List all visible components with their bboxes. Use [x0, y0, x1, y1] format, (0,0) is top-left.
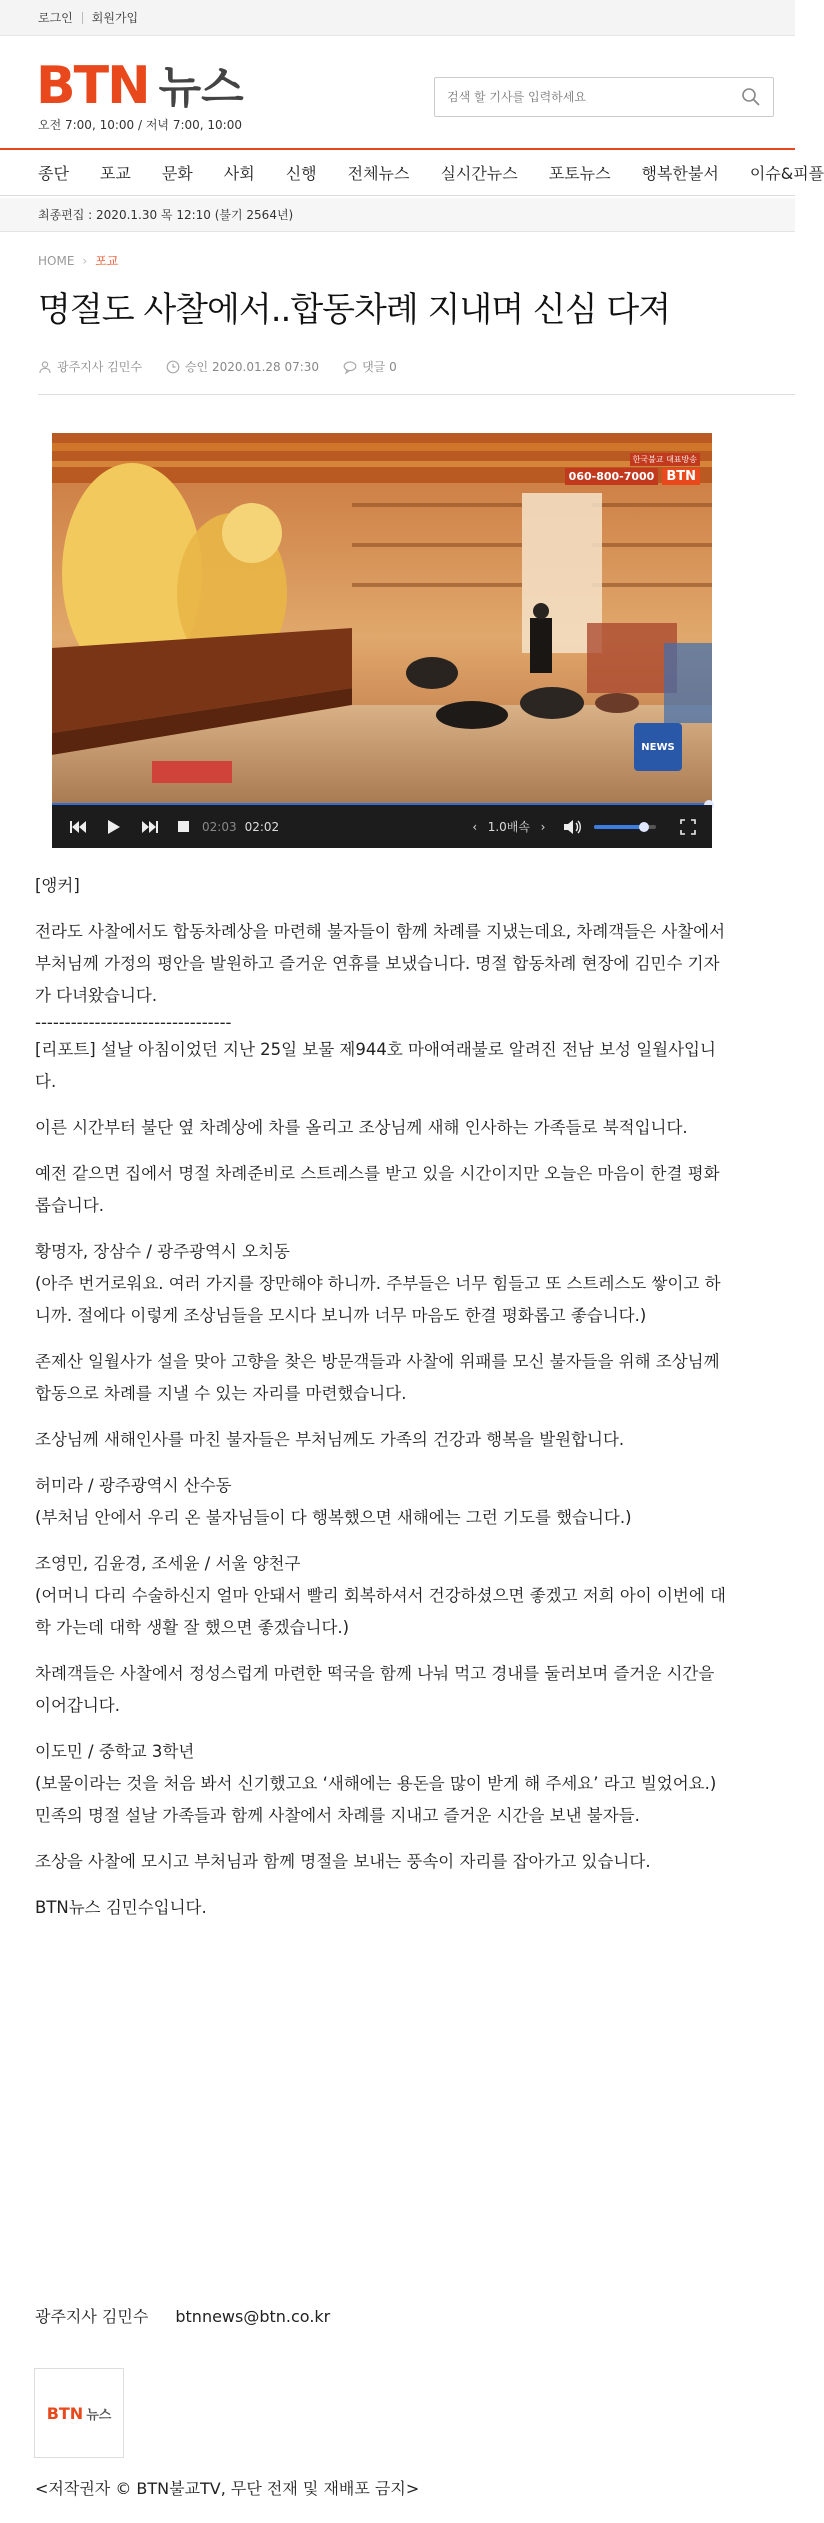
- comment-count: 댓글 0: [362, 360, 397, 374]
- site-header: [0, 36, 795, 148]
- chevron-right-icon: ›: [82, 253, 88, 268]
- byline: [35, 2304, 330, 2327]
- interview-block: [35, 1236, 735, 1332]
- playback-speed[interactable]: 1.0배속: [487, 820, 530, 834]
- interviewee: 황명자, 장삼수 / 광주광역시 오치동: [35, 1242, 290, 1261]
- site-logo[interactable]: [36, 56, 244, 116]
- nav-item-munhwa[interactable]: 문화: [161, 164, 193, 183]
- nav-item-realtime-news[interactable]: 실시간뉴스: [440, 164, 518, 183]
- interview-block: [35, 1736, 735, 1800]
- video-player[interactable]: [52, 433, 712, 848]
- interviewee: 조영민, 김윤경, 조세윤 / 서울 양천구: [35, 1554, 301, 1573]
- body-paragraph: 민족의 명절 설날 가족들과 함께 사찰에서 차례를 지내고 즐거운 시간을 보낸 불자들.: [35, 1806, 640, 1825]
- interview-block: [35, 1548, 735, 1644]
- nav-item-all-news[interactable]: 전체뉴스: [347, 164, 410, 183]
- current-time: 02:03: [202, 819, 237, 834]
- body-paragraph: 차례객들은 사찰에서 정성스럽게 마련한 떡국을 함께 나눠 먹고 경내를 둘러보며 즐거운 시간을 이어갑니다.: [35, 1664, 715, 1715]
- search-icon[interactable]: [741, 87, 761, 107]
- channel-badge-caption: 한국불교 대표방송: [630, 453, 700, 466]
- last-updated: 최종편집 : 2020.1.30 목 12:10 (불기 2564년): [0, 198, 795, 232]
- nav-item-pogyo[interactable]: 포교: [99, 164, 131, 183]
- copyright-notice: <저작권자 © BTN불교TV, 무단 전재 및 재배포 금지>: [35, 2479, 420, 2498]
- author-meta: [38, 358, 142, 375]
- body-paragraph: 존제산 일월사가 설을 맞아 고향을 찾은 방문객들과 사찰에 위패를 모신 불자들을 위해 조상님께 합동으로 차례를 지낼 수 있는 자리를 마련했습니다.: [35, 1352, 720, 1403]
- play-icon[interactable]: [96, 805, 132, 848]
- signup-link[interactable]: 회원가입: [91, 11, 139, 25]
- fullscreen-icon[interactable]: [670, 805, 706, 848]
- broadcast-schedule: 오전 7:00, 10:00 / 저녁 7:00, 10:00: [38, 118, 242, 132]
- date-meta: [166, 358, 319, 375]
- footer-logo-btn: BTN: [46, 2403, 84, 2423]
- nav-item-issue-people[interactable]: 이슈&피플: [749, 164, 824, 183]
- nav-item-sinhaeng[interactable]: 신행: [285, 164, 317, 183]
- comments-meta[interactable]: [343, 358, 397, 375]
- breadcrumb: [38, 252, 118, 269]
- footer-logo: [34, 2368, 124, 2458]
- body-paragraph: [리포트] 설날 아침이었던 지난 25일 보물 제944호 마애여래불로 알려진 전남 보성 일월사입니다.: [35, 1040, 716, 1091]
- interviewee: 이도민 / 중학교 3학년: [35, 1742, 195, 1761]
- main-nav: [0, 148, 824, 196]
- interview-quote: (보물이라는 것을 처음 봐서 신기했고요 ‘새해에는 용돈을 많이 받게 해 주세요’ 라고 빌었어요.): [35, 1774, 717, 1793]
- logo-news-text: 뉴스: [158, 62, 244, 113]
- byline-name: 광주지사 김민수: [35, 2307, 149, 2326]
- article-meta: [38, 358, 421, 375]
- video-controls: [52, 805, 712, 848]
- article-title: 명절도 사찰에서..합동차례 지내며 신심 다져: [38, 290, 671, 330]
- user-icon: [38, 360, 52, 374]
- nav-item-sahoe[interactable]: 사회: [223, 164, 255, 183]
- interview-quote: (어머니 다리 수술하신지 얼마 안돼서 빨리 회복하셔서 건강하셨으면 좋겠고 저희 아이 이번에 대학 가는데 대학 생활 잘 했으면 좋겠습니다.): [35, 1586, 726, 1637]
- byline-email[interactable]: btnnews@btn.co.kr: [175, 2307, 331, 2326]
- footer-logo-news: 뉴스: [86, 2407, 112, 2423]
- breadcrumb-home[interactable]: HOME: [38, 253, 75, 268]
- approved-date: 승인 2020.01.28 07:30: [184, 360, 320, 374]
- skip-forward-icon[interactable]: [132, 805, 168, 848]
- speed-down-icon[interactable]: ‹: [472, 819, 478, 834]
- corner-news-text: NEWS: [641, 741, 675, 753]
- body-paragraph: 이른 시간부터 불단 옆 차례상에 차를 올리고 조상님께 새해 인사하는 가족들로 북적입니다.: [35, 1118, 688, 1137]
- volume-icon[interactable]: [558, 805, 588, 848]
- body-closing: BTN뉴스 김민수입니다.: [35, 1898, 207, 1917]
- breadcrumb-category[interactable]: 포교: [95, 254, 119, 268]
- comment-icon: [343, 360, 357, 374]
- meta-divider: [38, 394, 795, 395]
- skip-back-icon[interactable]: [60, 805, 96, 848]
- total-time: 02:02: [244, 819, 280, 834]
- volume-handle[interactable]: [639, 822, 649, 832]
- interview-quote: (아주 번거로워요. 여러 가지를 장만해야 하니까. 주부들은 너무 힘들고 또 스트레스도 쌓이고 하니까. 절에다 이렇게 조상님들을 모시다 보니까 너무 마음도 한결 평화롭고 좋습니다.): [35, 1274, 721, 1325]
- volume-slider[interactable]: [594, 825, 656, 829]
- topbar-divider: [82, 12, 83, 24]
- volume-fill: [594, 825, 644, 829]
- clock-icon: [166, 360, 180, 374]
- body-paragraph: 예전 같으면 집에서 명절 차례준비로 스트레스를 받고 있을 시간이지만 오늘은 마음이 한결 평화롭습니다.: [35, 1164, 720, 1215]
- video-frame: [52, 433, 712, 805]
- top-bar: [0, 0, 795, 36]
- body-divider: ---------------------------------: [35, 1013, 232, 1032]
- anchor-label: [앵커]: [35, 876, 80, 895]
- nav-item-photo-news[interactable]: 포토뉴스: [548, 164, 611, 183]
- author-name: 광주지사 김민수: [57, 360, 142, 374]
- search-box: [434, 77, 774, 117]
- speed-up-icon[interactable]: ›: [540, 819, 546, 834]
- article-body: [35, 870, 735, 1938]
- channel-logo: BTN: [662, 468, 700, 485]
- login-link[interactable]: 로그인: [38, 11, 73, 25]
- body-paragraph: 전라도 사찰에서도 합동차례상을 마련해 불자들이 함께 차례를 지냈는데요, 차례객들은 사찰에서 부처님께 가정의 평안을 발원하고 즐거운 연휴를 보냈습니다. 명절 합동차례 현장에 김민수 기자가 다녀왔습니다.: [35, 922, 726, 1005]
- nav-item-happy-books[interactable]: 행복한불서: [641, 164, 719, 183]
- interviewee: 허미라 / 광주광역시 산수동: [35, 1476, 232, 1495]
- interview-block: [35, 1470, 735, 1534]
- interview-quote: (부처님 안에서 우리 온 불자님들이 다 행복했으면 새해에는 그런 기도를 했습니다.): [35, 1508, 632, 1527]
- corner-news-logo: [634, 723, 682, 771]
- channel-badge: [565, 447, 700, 485]
- channel-phone: 060-800-7000: [565, 468, 659, 485]
- stop-icon[interactable]: [168, 805, 198, 848]
- body-paragraph: 조상님께 새해인사를 마친 불자들은 부처님께도 가족의 건강과 행복을 발원합니다.: [35, 1430, 625, 1449]
- logo-btn-text: BTN: [36, 56, 149, 116]
- search-input[interactable]: [447, 90, 741, 104]
- nav-item-jongdan[interactable]: 종단: [38, 164, 69, 183]
- body-paragraph: 조상을 사찰에 모시고 부처님과 함께 명절을 보내는 풍속이 자리를 잡아가고 있습니다.: [35, 1852, 651, 1871]
